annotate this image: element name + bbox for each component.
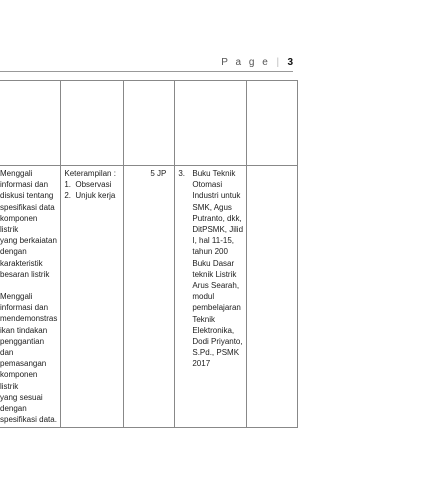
table-row-main [0, 166, 298, 428]
time-allocation-value: 5 JP [150, 169, 167, 178]
cell-learning-activities [0, 166, 61, 428]
syllabus-table [0, 80, 298, 428]
assessment-heading: Keterampilan : [64, 169, 116, 178]
cell-assessment [61, 166, 124, 428]
cell-time-top [124, 81, 175, 166]
cell-references [175, 166, 247, 428]
reference-number: 3. [178, 169, 186, 178]
reference-text: Buku Teknik Otomasi Industri untuk SMK, Agus Putranto, dkk, DitPSMK, Jilid I, hal 11-15, tahun 200 Buku Dasar teknik Listrik Arus Searah, modul pembelajaran Teknik Elektronika, Dodi Priyanto, S.Pd., PSMK 2017 [192, 169, 244, 369]
cell-assessment-top [61, 81, 124, 166]
page-number [221, 57, 293, 68]
assessment-item-number: 2. [64, 191, 72, 201]
cell-time-allocation [124, 166, 175, 428]
assessment-item-number: 1. [64, 180, 72, 190]
table-row-top [0, 81, 298, 166]
assessment-item-text: Observasi [75, 180, 112, 190]
header-rule [0, 71, 293, 72]
assessment-item [64, 179, 120, 190]
reference-item [178, 168, 243, 370]
assessment-item [64, 190, 120, 201]
assessment-item-text: Unjuk kerja [75, 191, 116, 201]
cell-extra [247, 166, 298, 428]
page-label: P a g e [221, 57, 271, 68]
cell-activity-top [0, 81, 61, 166]
activity-gap [0, 280, 57, 291]
activity-text-2: Menggali informasi dan mendemonstras ikan tindakan penggantian dan pemasangan komponen listrik yang sesuai dengan spesifikasi data. [0, 292, 58, 425]
page-number-value: 3 [287, 57, 293, 68]
cell-reference-top [175, 81, 247, 166]
cell-extra-top [247, 81, 298, 166]
page-separator: | [276, 57, 280, 68]
activity-text-1: Menggali informasi dan diskusi tentang spesifikasi data komponen listrik yang berkaiatan dengan karakteristik besaran listrik [0, 169, 57, 279]
